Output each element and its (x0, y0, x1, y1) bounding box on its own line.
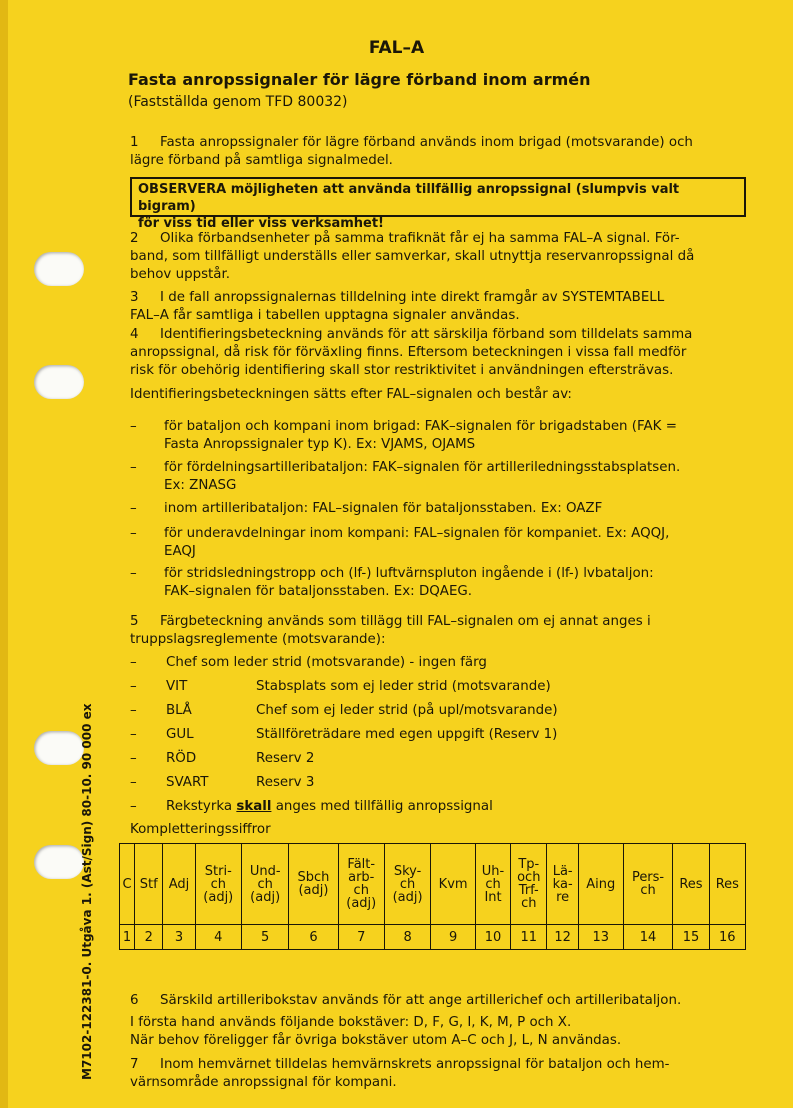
color-row (130, 702, 762, 722)
text-line: Fasta Anropssignaler typ K). Ex: VJAMS, OJAMS (164, 437, 476, 452)
header-text: och (517, 870, 541, 885)
text-line: Fasta anropssignaler för lägre förband används inom brigad (motsvarande) och (160, 135, 693, 150)
text-line: När behov föreligger får övriga bokstäver utom A–C och J, L, N användas. (130, 1033, 622, 1048)
table-header-cell (431, 844, 476, 925)
header-text: C (122, 876, 132, 892)
header-text: (adj) (250, 889, 281, 905)
color-row (130, 774, 762, 794)
table-header-cell (384, 844, 430, 925)
punch-hole (34, 365, 84, 399)
text-line: Olika förbandsenheter på samma trafiknät får ej ha samma FAL–A signal. För- (160, 231, 680, 246)
paragraph-4 (130, 326, 762, 404)
page-edge (0, 0, 8, 1108)
table-number-cell: 15 (673, 925, 709, 950)
header-text: (adj) (346, 896, 377, 911)
header-text: Res (715, 876, 739, 892)
dash-bullet: – (130, 679, 137, 694)
color-name: RÖD (166, 751, 197, 766)
paragraph-number: 4 (130, 327, 139, 342)
table-header-cell (338, 844, 384, 925)
table-number-cell: 5 (241, 925, 288, 950)
header-text: (adj) (298, 883, 329, 898)
color-desc: Reserv 2 (256, 751, 315, 766)
paragraph-number: 2 (130, 231, 139, 246)
komplettering-table (119, 843, 746, 950)
dash-bullet: – (130, 727, 137, 742)
table-number-cell: 8 (384, 925, 430, 950)
header-text: arb- (348, 870, 375, 885)
table-number-cell: 11 (511, 925, 547, 950)
paragraph-7 (130, 1056, 762, 1092)
header-text: ch (485, 876, 501, 892)
header-text: Aing (586, 876, 616, 892)
header-text: Pers- (631, 870, 665, 885)
text-line: Färgbeteckning används som tillägg till FAL–signalen om ej annat anges i (160, 614, 651, 629)
dash-bullet: – (130, 751, 137, 766)
text-line: anropssignal, då risk för förväxling finns. Eftersom beteckningen i vissa fall medför (130, 345, 687, 360)
text-line: för bataljon och kompani inom brigad: FAK–signalen för brigadstaben (FAK = (164, 419, 677, 434)
dash-bullet: – (130, 775, 137, 790)
paragraph-2 (130, 230, 762, 284)
dash-bullet: – (130, 460, 137, 475)
table-number-cell: 1 (120, 925, 135, 950)
table-header-cell (135, 844, 163, 925)
text-line: Särskild artilleribokstav används för att ange artillerichef och artilleribataljon. (160, 993, 682, 1008)
header-text: Fält- (347, 857, 376, 872)
color-desc: Stabsplats som ej leder strid (motsvarande) (256, 679, 551, 694)
color-desc: Chef som ej leder strid (på upl/motsvarande) (256, 703, 558, 718)
dash-bullet: – (130, 655, 137, 670)
table-number-cell: 4 (195, 925, 241, 950)
header-text: Sbch (297, 870, 330, 885)
header-text: Tp- (518, 857, 540, 872)
header-text: Adj (168, 876, 190, 892)
text-line: I första hand används följande bokstäver: D, F, G, I, K, M, P och X. (130, 1015, 572, 1030)
color-name: GUL (166, 727, 194, 742)
komplettering-label: Kompletteringssiffror (130, 822, 271, 837)
table-header-cell (709, 844, 745, 925)
table-number-cell: 3 (163, 925, 195, 950)
table-header-cell (195, 844, 241, 925)
color-desc: Ställföreträdare med egen uppgift (Reserv 1) (256, 727, 558, 742)
paragraph-5 (130, 613, 762, 649)
table-header-cell (578, 844, 623, 925)
text-line: OBSERVERA möjligheten att använda tillfällig anropssignal (slumpvis valt bigram) (138, 182, 680, 214)
page-title: FAL–A (368, 38, 425, 58)
subtitle-note: (Fastställda genom TFD 80032) (128, 94, 348, 110)
table-number-cell: 14 (623, 925, 673, 950)
paragraph-6 (130, 992, 762, 1050)
emphasis-word: skall (236, 799, 272, 814)
table-number-row (120, 925, 746, 950)
header-text: re (556, 889, 570, 905)
text-line: för underavdelningar inom kompani: FAL–signalen för kompaniet. Ex: AQQJ, (164, 526, 670, 541)
table-header-cell (289, 844, 338, 925)
paragraph-number: 5 (130, 614, 139, 629)
table-header-cell (623, 844, 673, 925)
header-text: ch (210, 876, 226, 892)
paragraph-number: 7 (130, 1057, 139, 1072)
chef-note: Chef som leder strid (motsvarande) - ingen färg (166, 655, 487, 670)
color-name: SVART (166, 775, 209, 790)
text-line: för fördelningsartilleribataljon: FAK–signalen för artilleriledningsstabsplatsen. (164, 460, 681, 475)
header-text: ch (640, 883, 656, 898)
text-line: Inom hemvärnet tilldelas hemvärnskrets anropssignal för bataljon och hem- (160, 1057, 670, 1072)
header-text: Int (484, 889, 502, 905)
table-header-cell (475, 844, 510, 925)
header-text: Uh- (481, 863, 505, 879)
table-header-row (120, 844, 746, 925)
paragraph-number: 1 (130, 135, 139, 150)
header-text: ch (353, 883, 369, 898)
punch-hole (34, 731, 84, 765)
text-line: för stridsledningstropp och (lf-) luftvärnspluton ingående i (lf-) lvbataljon: (164, 566, 654, 581)
table-number-cell: 9 (431, 925, 476, 950)
color-row (130, 678, 762, 698)
header-text: Kvm (438, 876, 468, 892)
header-text: ch (399, 876, 416, 892)
text-line: I de fall anropssignalernas tilldelning inte direkt framgår av SYSTEMTABELL (160, 290, 665, 305)
color-row (130, 654, 762, 674)
dash-bullet: – (130, 419, 137, 434)
punch-hole (34, 252, 84, 286)
text-line: FAL–A får samtliga i tabellen upptagna signaler användas. (130, 308, 520, 323)
print-info: M7102-122381-0. Utgåva 1. (Ast/Sign) 80-10. 90 000 ex (80, 703, 94, 1080)
header-text: ch (521, 896, 537, 911)
header-text: (adj) (203, 889, 234, 905)
header-text: Und- (249, 863, 281, 879)
text-line: Identifieringsbeteckningen sätts efter FAL–signalen och består av: (130, 387, 572, 402)
paragraph-3 (130, 289, 762, 325)
text-line: risk för obehörig identifiering skall stor restriktivitet i användningen eftersträvas. (130, 363, 674, 378)
text-line: Identifieringsbeteckning används för att särskilja förband som tilldelats samma (160, 327, 693, 342)
observera-box (130, 177, 746, 231)
rekstyrka-text (166, 798, 493, 816)
header-text: Stri- (204, 863, 232, 879)
paragraph-number: 6 (130, 993, 139, 1008)
header-text: ka- (552, 876, 573, 892)
table-header-cell (511, 844, 547, 925)
paragraph-1 (130, 134, 762, 170)
color-desc: Reserv 3 (256, 775, 315, 790)
text-fragment: anges med tillfällig anropssignal (271, 799, 493, 814)
table-number-cell: 2 (135, 925, 163, 950)
table-number-cell: 7 (338, 925, 384, 950)
table-number-cell: 16 (709, 925, 745, 950)
text-line: inom artilleribataljon: FAL–signalen för bataljonsstaben. Ex: OAZF (164, 501, 603, 516)
table-header-cell (163, 844, 195, 925)
punch-hole (34, 845, 84, 879)
table-number-cell: 12 (547, 925, 578, 950)
dash-bullet: – (130, 501, 137, 516)
paragraph-number: 3 (130, 290, 139, 305)
color-name: BLÅ (166, 703, 192, 718)
text-line: värnsområde anropssignal för kompani. (130, 1075, 397, 1090)
table-number-cell: 13 (578, 925, 623, 950)
table-header-cell (120, 844, 135, 925)
text-line: truppslagsreglemente (motsvarande): (130, 632, 386, 647)
table-number-cell: 10 (475, 925, 510, 950)
text-line: för viss tid eller viss verksamhet! (138, 216, 384, 231)
header-text: Sky- (393, 863, 422, 879)
text-line: band, som tillfälligt underställs eller samverkar, skall utnyttja reservanropssignal då (130, 249, 695, 264)
table-header-cell (241, 844, 288, 925)
header-text: (adj) (392, 889, 423, 905)
color-name: VIT (166, 679, 188, 694)
color-row (130, 750, 762, 770)
header-text: Res (679, 876, 703, 892)
text-line: Ex: ZNASG (164, 478, 237, 493)
text-line: EAQJ (164, 544, 196, 559)
header-text: Lä- (552, 863, 573, 879)
dash-bullet: – (130, 799, 137, 814)
header-text: Trf- (518, 883, 539, 898)
text-fragment: Rekstyrka (166, 799, 237, 814)
text-line: behov uppstår. (130, 267, 231, 282)
header-text: Stf (139, 876, 158, 892)
table-number-cell: 6 (289, 925, 338, 950)
dash-bullet: – (130, 526, 137, 541)
color-row (130, 726, 762, 746)
rekstyrka-row (130, 798, 762, 818)
table-header-cell (673, 844, 709, 925)
dash-bullet: – (130, 703, 137, 718)
header-text: ch (257, 876, 273, 892)
text-line: lägre förband på samtliga signalmedel. (130, 153, 393, 168)
table-header-cell (547, 844, 578, 925)
dash-bullet: – (130, 566, 137, 581)
page-subtitle: Fasta anropssignaler för lägre förband inom armén (128, 70, 591, 89)
text-line: FAK–signalen för bataljonsstaben. Ex: DQAEG. (164, 584, 473, 599)
